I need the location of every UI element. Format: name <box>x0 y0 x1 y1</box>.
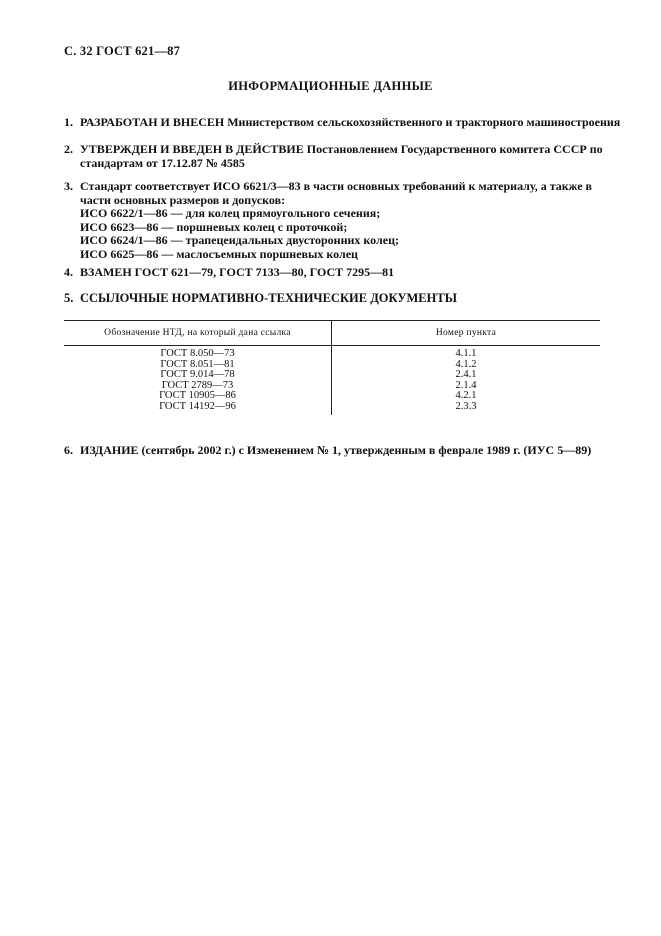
table-header-row <box>64 321 600 346</box>
table-row <box>64 346 600 360</box>
item-text-line2: стандартам от 17.12.87 № 4585 <box>80 155 245 170</box>
column-header-document: Обозначение НТД, на который дана ссылка <box>64 321 332 346</box>
item-number: 2. <box>64 142 73 156</box>
table-cell-clause: 2.3.3 <box>455 400 477 412</box>
table-cell-document: ГОСТ 8.050—73 <box>64 346 332 360</box>
table-row <box>64 381 600 392</box>
item-text: Министерством сельскохозяйственного и тракторного машиностроения <box>224 115 621 129</box>
item-number: 4. <box>64 265 73 279</box>
item-text: ССЫЛОЧНЫЕ НОРМАТИВНО-ТЕХНИЧЕСКИЕ ДОКУМЕНТЫ <box>80 291 457 305</box>
table-cell-clause: 4.2.1 <box>455 390 477 402</box>
item-lead: УТВЕРЖДЕН И ВВЕДЕН В ДЕЙСТВИЕ <box>80 142 304 156</box>
column-header-clause: Номер пункта <box>332 321 601 346</box>
item-number: 5. <box>64 291 74 305</box>
table-cell-clause: 2.4.1 <box>455 369 477 381</box>
info-item-1 <box>64 115 621 130</box>
page-title: ИНФОРМАЦИОННЫЕ ДАННЫЕ <box>228 79 433 93</box>
table-cell-clause: 4.1.1 <box>455 348 477 359</box>
item-text: ВЗАМЕН ГОСТ 621—79, ГОСТ 7133—80, ГОСТ 7295—81 <box>80 265 395 279</box>
item-line: ИСО 6624/1—86 — трапецеидальных двусторонних колец; <box>80 233 399 247</box>
info-item-4 <box>64 266 604 280</box>
table-cell-clause: 4.1.2 <box>455 358 477 370</box>
info-item-6 <box>64 444 604 458</box>
item-line: Стандарт соответствует ИСО 6621/3—83 в части основных требований к материалу, а также в <box>80 179 593 193</box>
item-lead: ИЗДАНИЕ <box>80 443 139 457</box>
info-item-2 <box>64 143 604 170</box>
info-item-5 <box>64 292 604 306</box>
page-header: С. 32 ГОСТ 621—87 <box>64 44 181 58</box>
table-cell-document: ГОСТ 10905—86 <box>64 391 332 402</box>
table-cell-clause: 2.1.4 <box>455 379 477 391</box>
info-item-3 <box>64 180 604 261</box>
table-row <box>64 391 600 402</box>
item-number: 3. <box>64 179 73 193</box>
table-cell-document: ГОСТ 9.014—78 <box>64 370 332 381</box>
table-cell-document: ГОСТ 14192—96 <box>64 402 332 415</box>
table-row <box>64 370 600 381</box>
item-number: 1. <box>64 115 73 129</box>
table-row <box>64 360 600 371</box>
item-line: ИСО 6622/1—86 — для колец прямоугольного сечения; <box>80 206 381 220</box>
item-lead: РАЗРАБОТАН И ВНЕСЕН <box>80 115 225 129</box>
table-cell-document: ГОСТ 2789—73 <box>64 381 332 392</box>
item-text: (сентябрь 2002 г.) с Изменением № 1, утвержденным в феврале 1989 г. (ИУС 5—89) <box>138 443 592 457</box>
table-cell-document: ГОСТ 8.051—81 <box>64 360 332 371</box>
item-text: Постановлением Государственного комитета СССР по <box>303 142 603 156</box>
table-row <box>64 402 600 415</box>
item-line: ИСО 6625—86 — маслосъемных поршневых колец <box>80 246 358 261</box>
references-table <box>64 320 600 415</box>
item-line: части основных размеров и допусков: <box>80 192 286 207</box>
item-line: ИСО 6623—86 — поршневых колец с проточкой; <box>80 219 348 234</box>
item-number: 6. <box>64 443 73 457</box>
